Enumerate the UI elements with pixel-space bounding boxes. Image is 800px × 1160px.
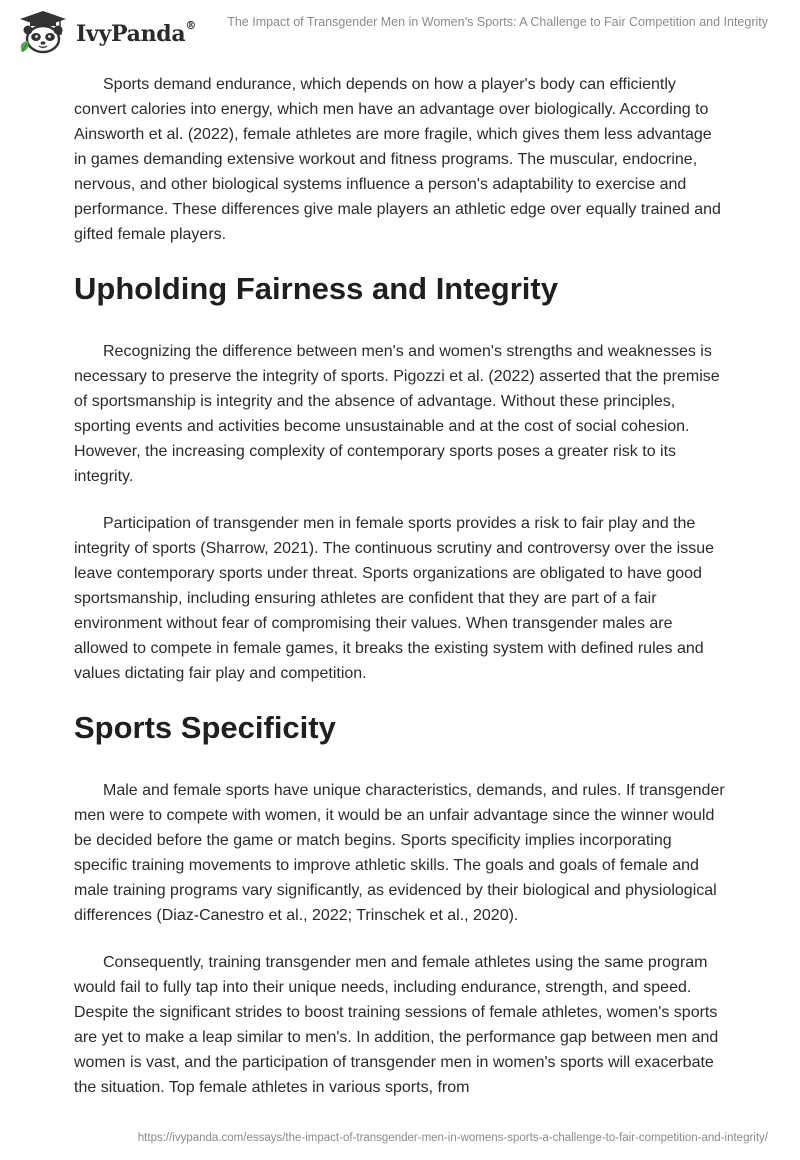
registered-mark: ®	[185, 19, 197, 32]
brand-text: IvyPanda	[76, 21, 186, 47]
paragraph-integrity: Recognizing the difference between men's and women's strengths and weaknesses is necessary to preserve the integrity of sports. Pigozzi et al. (2022) asserted that the premise of sportsmanship is integrity and the absence of advantage. Without these principles, sporting events and activities become unsustainable and at the cost of social cohesion. However, the increasing complexity of contemporary sports poses a greater risk to its integrity.	[74, 343, 720, 485]
paragraph-endurance: Sports demand endurance, which depends on how a player's body can efficiently convert calories into energy, which men have an advantage over biologically. According to Ainsworth et al. (2022), female athletes are more fragile, which gives them less advantage in games demanding extensive workout and fitness programs. The muscular, endocrine, nervous, and other biological systems influence a person's adaptability to exercise and performance. These differences give male players an athletic edge over equally trained and gifted female players.	[74, 76, 721, 243]
page-header	[0, 0, 800, 70]
document-title: The Impact of Transgender Men in Women’s Sports: A Challenge to Fair Competition and Integrity	[227, 15, 768, 29]
brand-name	[76, 21, 196, 47]
panda-graduate-icon	[16, 8, 70, 56]
paragraph-specificity: Male and female sports have unique characteristics, demands, and rules. If transgender men were to compete with women, it would be an unfair advantage since the winner would be decided before the game or match begins. Sports specificity implies incorporating specific training movements to improve athletic skills. The goals and goals of female and male training programs vary significantly, as evidenced by their biological and physiological differences (Diaz-Canestro et al., 2022; Trinschek et al., 2020).	[74, 782, 725, 924]
source-url-link[interactable]: https://ivypanda.com/essays/the-impact-of-transgender-men-in-womens-sports-a-challenge-to-fair-competition-and-integrity/	[137, 1132, 768, 1144]
essay-body	[74, 72, 726, 1122]
paragraph-training: Consequently, training transgender men and female athletes using the same program would fail to fully tap into their unique needs, including endurance, strength, and speed. Despite the significant strides to boost training sessions of female athletes, women's sports are yet to make a leap similar to men's. In addition, the performance gap between men and women is vast, and the participation of transgender men in women's sports will exacerbate the situation. Top female athletes in various sports, from	[74, 954, 719, 1096]
ivypanda-logo[interactable]	[16, 8, 196, 56]
paragraph-fair-play: Participation of transgender men in female sports provides a risk to fair play and the integrity of sports (Sharrow, 2021). The continuous scrutiny and controversy over the issue leave contemporary sports under threat. Sports organizations are obligated to have good sportsmanship, including ensuring athletes are confident that they are part of a fair environment without fear of compromising their values. When transgender males are allowed to compete in female games, it breaks the existing system with defined rules and values dictating fair play and competition.	[74, 515, 715, 682]
heading-sports-specificity: Sports Specificity	[74, 710, 336, 745]
heading-upholding-fairness: Upholding Fairness and Integrity	[74, 271, 558, 306]
